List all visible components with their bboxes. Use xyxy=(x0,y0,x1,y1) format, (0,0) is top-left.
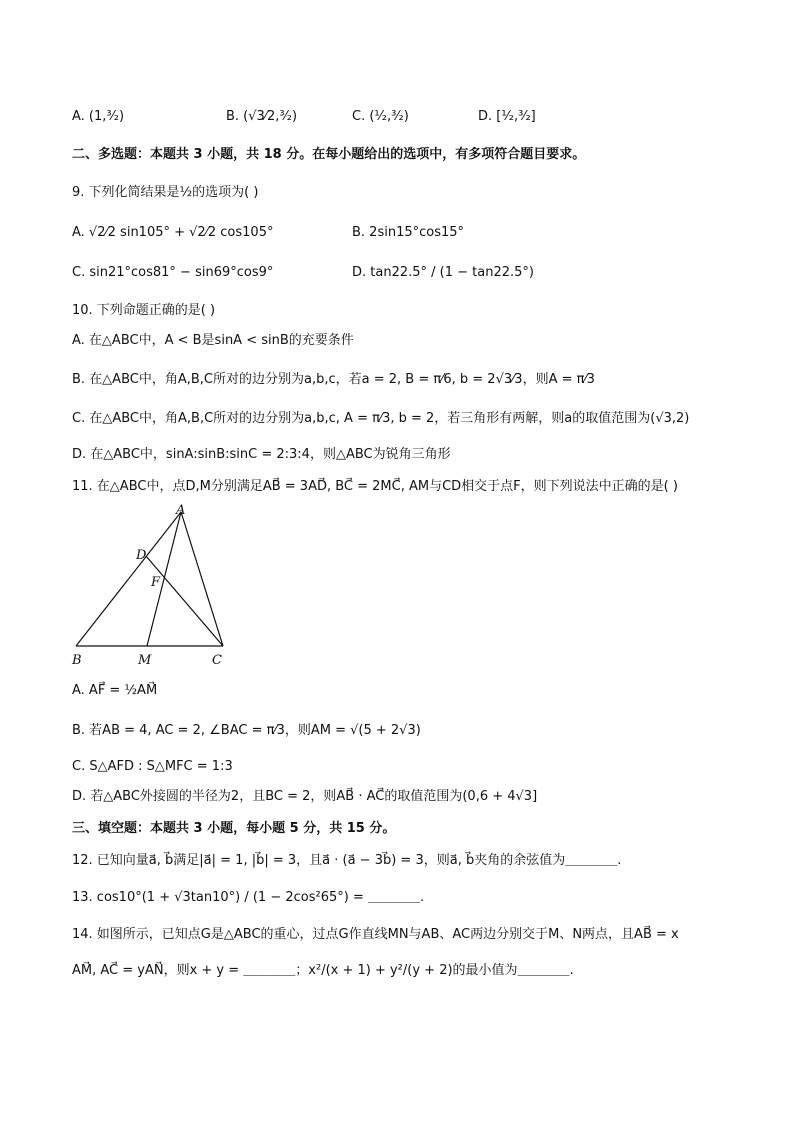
q12-question: 12. 已知向量a⃗, b⃗满足|a⃗| = 1, |b⃗| = 3，且a⃗ · (a⃗ − 3b⃗) = 3，则a⃗, b⃗夹角的余弦值为＿＿＿＿. xyxy=(72,853,622,868)
q11-option-c[interactable]: C. S△AFD : S△MFC = 1:3 xyxy=(72,759,233,774)
edge-ac xyxy=(181,512,223,646)
label-m: M xyxy=(138,653,152,668)
q8-option-c[interactable]: C. (¹⁄₂,³⁄₂) xyxy=(352,109,409,124)
label-d: D xyxy=(136,548,147,563)
q11-triangle-figure xyxy=(66,502,246,672)
q10-option-a[interactable]: A. 在△ABC中，A < B是sinA < sinB的充要条件 xyxy=(72,333,354,348)
q10-option-d[interactable]: D. 在△ABC中，sinA:sinB:sinC = 2:3:4，则△ABC为锐角三角形 xyxy=(72,447,451,462)
q8-option-b[interactable]: B. (√3⁄2,³⁄₂) xyxy=(226,109,298,124)
section-3-header: 三、填空题：本题共 3 小题，每小题 5 分，共 15 分。 xyxy=(72,821,396,836)
label-f: F xyxy=(151,575,161,590)
q11-stem: 11. 在△ABC中，点D,M分别满足AB⃗ = 3AD⃗, BC⃗ = 2MC⃗, AM与CD相交于点F，则下列说法中正确的是( ) xyxy=(72,479,678,494)
label-b: B xyxy=(72,653,82,668)
q11-option-d[interactable]: D. 若△ABC外接圆的半径为2，且BC = 2，则AB⃗ · AC⃗的取值范围为(0,6 + 4√3] xyxy=(72,789,538,804)
label-c: C xyxy=(212,653,222,668)
q10-option-b[interactable]: B. 在△ABC中，角A,B,C所对的边分别为a,b,c，若a = 2, B = π⁄6, b = 2√3⁄3，则A = π⁄3 xyxy=(72,372,595,387)
q11-option-b[interactable]: B. 若AB = 4, AC = 2, ∠BAC = π⁄3，则AM = √(5 + 2√3) xyxy=(72,723,421,738)
q9-option-b[interactable]: B. 2sin15°cos15° xyxy=(352,225,465,240)
q9-option-a[interactable]: A. √2⁄2 sin105° + √2⁄2 cos105° xyxy=(72,225,274,240)
section-2-header: 二、多选题：本题共 3 小题，共 18 分。在每小题给出的选项中，有多项符合题目要求。 xyxy=(72,147,586,162)
q14-question-line2: AM⃗, AC⃗ = yAN⃗，则x + y = ＿＿＿＿；x²/(x + 1) + y²/(y + 2)的最小值为＿＿＿＿. xyxy=(72,963,574,978)
q9-option-d[interactable]: D. tan22.5° / (1 − tan22.5°) xyxy=(352,265,534,280)
q13-question: 13. cos10°(1 + √3tan10°) / (1 − 2cos²65°) = ＿＿＿＿. xyxy=(72,890,425,905)
q9-stem: 9. 下列化简结果是½的选项为( ) xyxy=(72,185,259,200)
q10-stem: 10. 下列命题正确的是( ) xyxy=(72,303,216,318)
segment-dc xyxy=(146,556,223,646)
q10-option-c[interactable]: C. 在△ABC中，角A,B,C所对的边分别为a,b,c, A = π⁄3, b = 2，若三角形有两解，则a的取值范围为(√3,2) xyxy=(72,411,690,426)
q9-option-c[interactable]: C. sin21°cos81° − sin69°cos9° xyxy=(72,265,274,280)
q11-option-a[interactable]: A. AF⃗ = ½AM⃗ xyxy=(72,683,158,698)
label-a: A xyxy=(176,503,186,518)
q8-option-a[interactable]: A. (1,³⁄₂) xyxy=(72,109,125,124)
q14-question-line1: 14. 如图所示，已知点G是△ABC的重心，过点G作直线MN与AB、AC两边分别交于M、N两点，且AB⃗ = x xyxy=(72,927,679,942)
q8-option-d[interactable]: D. [¹⁄₂,³⁄₂] xyxy=(478,109,536,124)
